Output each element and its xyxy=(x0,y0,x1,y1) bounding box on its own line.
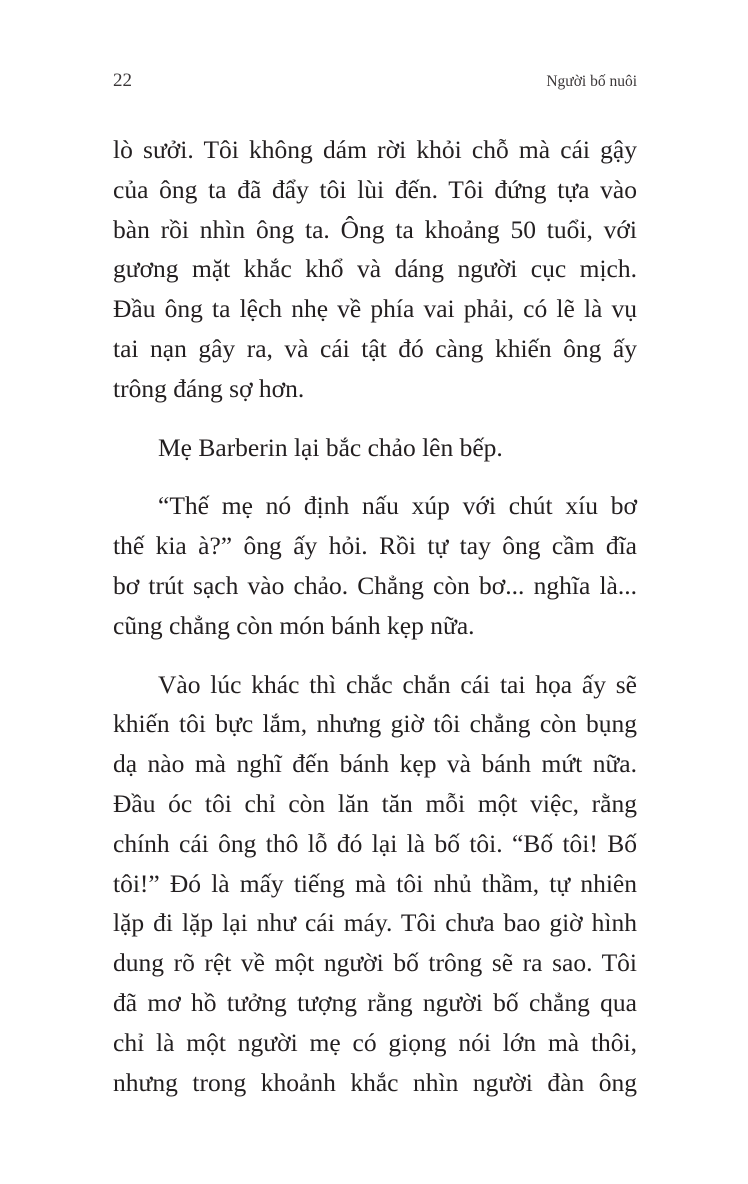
text-line: chỉ là một người mẹ có giọng nói lớn mà thôi, xyxy=(113,1027,637,1057)
text-line: lò sưởi. Tôi không dám rời khỏi chỗ mà cái gậy xyxy=(113,135,637,164)
text-line: Mẹ Barberin lại bắc chảo lên bếp. xyxy=(158,432,503,462)
text-line: đã mơ hồ tưởng tượng rằng người bố chẳng qua xyxy=(113,987,637,1017)
running-title: Người bố nuôi xyxy=(546,73,637,90)
paragraph-3 xyxy=(113,486,637,645)
paragraph-1 xyxy=(113,130,637,409)
text-line: thế kia à?” ông ấy hỏi. Rồi tự tay ông cầm đĩa xyxy=(113,531,637,561)
text-line: tôi!” Đó là mấy tiếng mà tôi nhủ thầm, tự nhiên xyxy=(113,868,637,898)
text-line: trông đáng sợ hơn. xyxy=(113,373,305,403)
text-line: dung rõ rệt về một người bố trông sẽ ra sao. Tôi xyxy=(113,948,637,978)
body-text xyxy=(113,130,637,1102)
running-header xyxy=(113,70,637,94)
text-line: “Thế mẹ nó định nấu xúp với chút xíu bơ xyxy=(158,491,637,521)
page-number: 22 xyxy=(113,70,132,91)
text-line: khiến tôi bực lắm, nhưng giờ tôi chẳng còn bụng xyxy=(113,709,637,739)
text-line: bơ trút sạch vào chảo. Chẳng còn bơ... nghĩa là... xyxy=(113,570,637,600)
paragraph-2 xyxy=(113,428,637,468)
text-line: Đầu ông ta lệch nhẹ về phía vai phải, có lẽ là vụ xyxy=(113,294,637,324)
text-line: Đầu óc tôi chỉ còn lăn tăn mỗi một việc, rằng xyxy=(113,788,637,818)
text-line: cũng chẳng còn món bánh kẹp nữa. xyxy=(113,610,475,640)
text-line: nhưng trong khoảnh khắc nhìn người đàn ông xyxy=(113,1067,637,1097)
text-line: gương mặt khắc khổ và dáng người cục mịch. xyxy=(113,254,637,284)
text-line: bàn rồi nhìn ông ta. Ông ta khoảng 50 tuổi, với xyxy=(113,214,637,244)
paragraph-4 xyxy=(113,665,637,1103)
text-line: tai nạn gây ra, và cái tật đó càng khiến ông ấy xyxy=(113,333,637,363)
paragraph-spacer xyxy=(113,646,637,665)
text-line: Vào lúc khác thì chắc chắn cái tai họa ấy sẽ xyxy=(158,669,637,699)
text-line: chính cái ông thô lỗ đó lại là bố tôi. “Bố tôi! Bố xyxy=(113,828,637,858)
text-line: lặp đi lặp lại như cái máy. Tôi chưa bao giờ hình xyxy=(113,908,637,938)
paragraph-spacer xyxy=(113,467,637,486)
text-line: dạ nào mà nghĩ đến bánh kẹp và bánh mứt nữa. xyxy=(113,749,637,779)
paragraph-spacer xyxy=(113,409,637,428)
text-line: của ông ta đã đẩy tôi lùi đến. Tôi đứng tựa vào xyxy=(113,174,637,204)
